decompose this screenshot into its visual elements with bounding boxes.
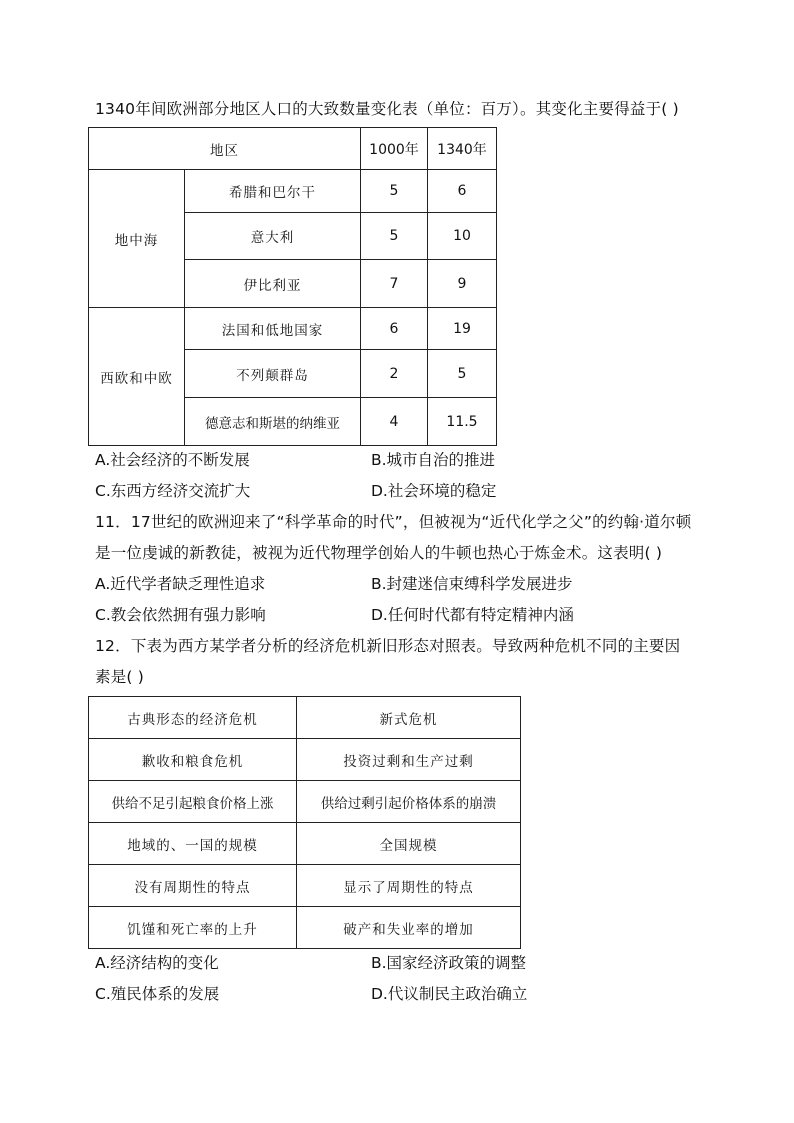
q10-option-a[interactable]: A.社会经济的不断发展 xyxy=(95,451,250,469)
q12-option-d[interactable]: D.代议制民主政治确立 xyxy=(371,985,528,1003)
q11-stem-line2: 是一位虔诚的新教徒，被视为近代物理学创始人的牛顿也热心于炼金术。这表明( ) xyxy=(95,544,663,562)
table-cell: 地域的、一国的规模 xyxy=(89,823,297,865)
economic-crisis-table xyxy=(88,696,521,949)
value-1000: 5 xyxy=(361,213,428,260)
table-cell: 投资过剩和生产过剩 xyxy=(297,739,521,781)
header-region: 地区 xyxy=(89,128,361,170)
q12-option-c[interactable]: C.殖民体系的发展 xyxy=(95,985,220,1003)
q11-option-b[interactable]: B.封建迷信束缚科学发展进步 xyxy=(371,575,573,593)
table-cell: 破产和失业率的增加 xyxy=(297,907,521,949)
q11-stem-line1: 11．17世纪的欧洲迎来了“科学革命的时代”，但被视为“近代化学之父”的约翰·道尔顿 xyxy=(95,513,692,531)
q12-stem-line2: 素是( ) xyxy=(95,668,145,686)
table-cell: 供给不足引起粮食价格上涨 xyxy=(89,781,297,823)
q10-option-b[interactable]: B.城市自治的推进 xyxy=(371,451,496,469)
table-cell: 没有周期性的特点 xyxy=(89,865,297,907)
area-name: 希腊和巴尔干 xyxy=(185,170,361,213)
header-new-crisis: 新式危机 xyxy=(297,697,521,739)
header-classical-crisis: 古典形态的经济危机 xyxy=(89,697,297,739)
population-table xyxy=(88,127,497,446)
value-1340: 6 xyxy=(428,170,497,213)
q11-option-d[interactable]: D.任何时代都有特定精神内涵 xyxy=(371,606,574,624)
q10-option-c[interactable]: C.东西方经济交流扩大 xyxy=(95,482,251,500)
table-cell: 饥馑和死亡率的上升 xyxy=(89,907,297,949)
value-1340: 5 xyxy=(428,350,497,398)
table-cell: 歉收和粮食危机 xyxy=(89,739,297,781)
q12-option-b[interactable]: B.国家经济政策的调整 xyxy=(371,954,527,972)
value-1000: 7 xyxy=(361,260,428,308)
region-western-central-europe: 西欧和中欧 xyxy=(89,308,185,446)
area-name: 不列颠群岛 xyxy=(185,350,361,398)
q12-option-a[interactable]: A.经济结构的变化 xyxy=(95,954,219,972)
q11-option-c[interactable]: C.教会依然拥有强力影响 xyxy=(95,606,266,624)
area-name: 法国和低地国家 xyxy=(185,308,361,350)
value-1000: 4 xyxy=(361,398,428,446)
value-1000: 5 xyxy=(361,170,428,213)
q11-option-a[interactable]: A.近代学者缺乏理性追求 xyxy=(95,575,266,593)
q12-stem-line1: 12．下表为西方某学者分析的经济危机新旧形态对照表。导致两种危机不同的主要因 xyxy=(95,637,681,655)
area-name: 伊比利亚 xyxy=(185,260,361,308)
value-1340: 9 xyxy=(428,260,497,308)
header-1000: 1000年 xyxy=(361,128,428,170)
value-1000: 6 xyxy=(361,308,428,350)
area-name: 德意志和斯堪的纳维亚 xyxy=(185,398,361,446)
q10-option-d[interactable]: D.社会环境的稳定 xyxy=(371,482,497,500)
table-cell: 供给过剩引起价格体系的崩溃 xyxy=(297,781,521,823)
header-1340: 1340年 xyxy=(428,128,497,170)
value-1340: 11.5 xyxy=(428,398,497,446)
area-name: 意大利 xyxy=(185,213,361,260)
table-cell: 显示了周期性的特点 xyxy=(297,865,521,907)
value-1340: 19 xyxy=(428,308,497,350)
value-1000: 2 xyxy=(361,350,428,398)
region-mediterranean: 地中海 xyxy=(89,170,185,308)
value-1340: 10 xyxy=(428,213,497,260)
q10-stem: 1340年间欧洲部分地区人口的大致数量变化表（单位：百万）。其变化主要得益于( ) xyxy=(95,100,679,118)
table-cell: 全国规模 xyxy=(297,823,521,865)
